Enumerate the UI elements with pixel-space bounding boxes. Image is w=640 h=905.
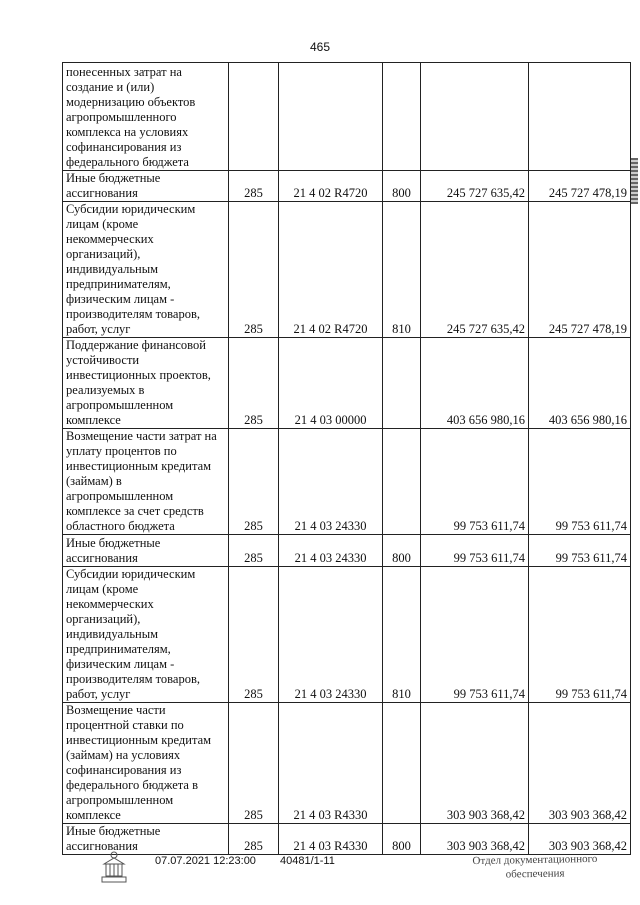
row-kcsr: 21 4 03 R4330 — [279, 703, 383, 824]
scan-edge-mark — [631, 158, 638, 204]
row-code — [229, 63, 279, 171]
row-kvr: 800 — [383, 535, 421, 567]
row-kcsr: 21 4 02 R4720 — [279, 202, 383, 338]
table-row — [63, 703, 631, 824]
row-name: Возмещение части затрат на уплату процентов по инвестиционным кредитам (займам) в агропромышленном комплексе за счет средств областного бюджета — [63, 429, 229, 535]
table-row — [63, 63, 631, 171]
row-sum-2: 245 727 478,19 — [529, 202, 631, 338]
row-kcsr: 21 4 02 R4720 — [279, 171, 383, 202]
department-stamp: Отдел документационного обеспечения — [472, 852, 598, 881]
row-name: Поддержание финансовой устойчивости инвестиционных проектов, реализуемых в агропромышленном комплексе — [63, 338, 229, 429]
row-kvr — [383, 338, 421, 429]
row-sum-1: 303 903 368,42 — [421, 703, 529, 824]
row-name: понесенных затрат на создание и (или) модернизацию объектов агропромышленного комплекса на условиях софинансирования из федерального бюджета — [63, 63, 229, 171]
row-sum-1 — [421, 63, 529, 171]
page-number: 465 — [309, 40, 331, 54]
row-kcsr: 21 4 03 24330 — [279, 429, 383, 535]
row-kcsr: 21 4 03 00000 — [279, 338, 383, 429]
row-kcsr: 21 4 03 24330 — [279, 567, 383, 703]
row-kvr: 800 — [383, 824, 421, 855]
row-name: Иные бюджетные ассигнования — [63, 535, 229, 567]
footer-doc-number: 40481/1-11 — [280, 855, 335, 867]
table-row — [63, 338, 631, 429]
table-row — [63, 824, 631, 855]
table-row — [63, 429, 631, 535]
row-sum-2 — [529, 63, 631, 171]
row-code: 285 — [229, 535, 279, 567]
table-row — [63, 535, 631, 567]
row-code: 285 — [229, 429, 279, 535]
row-kvr — [383, 703, 421, 824]
row-name: Возмещение части процентной ставки по инвестиционным кредитам (займам) на условиях софинансирования из федерального бюджета в агропромышленном комплексе — [63, 703, 229, 824]
row-sum-1: 99 753 611,74 — [421, 567, 529, 703]
row-code: 285 — [229, 824, 279, 855]
row-name: Субсидии юридическим лицам (кроме некоммерческих организаций), индивидуальным предпринимателям, физическим лицам - производителям товаров, работ, услуг — [63, 202, 229, 338]
table-row — [63, 171, 631, 202]
row-code: 285 — [229, 338, 279, 429]
row-sum-2: 99 753 611,74 — [529, 567, 631, 703]
row-kcsr — [279, 63, 383, 171]
row-kcsr: 21 4 03 24330 — [279, 535, 383, 567]
row-kvr: 800 — [383, 171, 421, 202]
row-sum-1: 245 727 635,42 — [421, 202, 529, 338]
row-code: 285 — [229, 171, 279, 202]
row-sum-2: 303 903 368,42 — [529, 824, 631, 855]
footer-timestamp: 07.07.2021 12:23:00 — [155, 855, 256, 867]
row-sum-2: 245 727 478,19 — [529, 171, 631, 202]
row-sum-2: 99 753 611,74 — [529, 429, 631, 535]
row-sum-1: 403 656 980,16 — [421, 338, 529, 429]
row-name: Иные бюджетные ассигнования — [63, 171, 229, 202]
row-kvr: 810 — [383, 202, 421, 338]
table-row — [63, 567, 631, 703]
row-sum-1: 99 753 611,74 — [421, 429, 529, 535]
row-sum-1: 245 727 635,42 — [421, 171, 529, 202]
row-code: 285 — [229, 703, 279, 824]
row-sum-1: 99 753 611,74 — [421, 535, 529, 567]
row-kvr — [383, 63, 421, 171]
row-code: 285 — [229, 202, 279, 338]
row-name: Субсидии юридическим лицам (кроме некоммерческих организаций), индивидуальным предпринимателям, физическим лицам - производителям товаров, работ, услуг — [63, 567, 229, 703]
budget-table — [62, 62, 631, 855]
row-kvr — [383, 429, 421, 535]
row-kcsr: 21 4 03 R4330 — [279, 824, 383, 855]
row-sum-1: 303 903 368,42 — [421, 824, 529, 855]
row-name: Иные бюджетные ассигнования — [63, 824, 229, 855]
row-kvr: 810 — [383, 567, 421, 703]
emblem-icon — [98, 850, 130, 884]
row-sum-2: 303 903 368,42 — [529, 703, 631, 824]
row-code: 285 — [229, 567, 279, 703]
row-sum-2: 99 753 611,74 — [529, 535, 631, 567]
table-row — [63, 202, 631, 338]
row-sum-2: 403 656 980,16 — [529, 338, 631, 429]
